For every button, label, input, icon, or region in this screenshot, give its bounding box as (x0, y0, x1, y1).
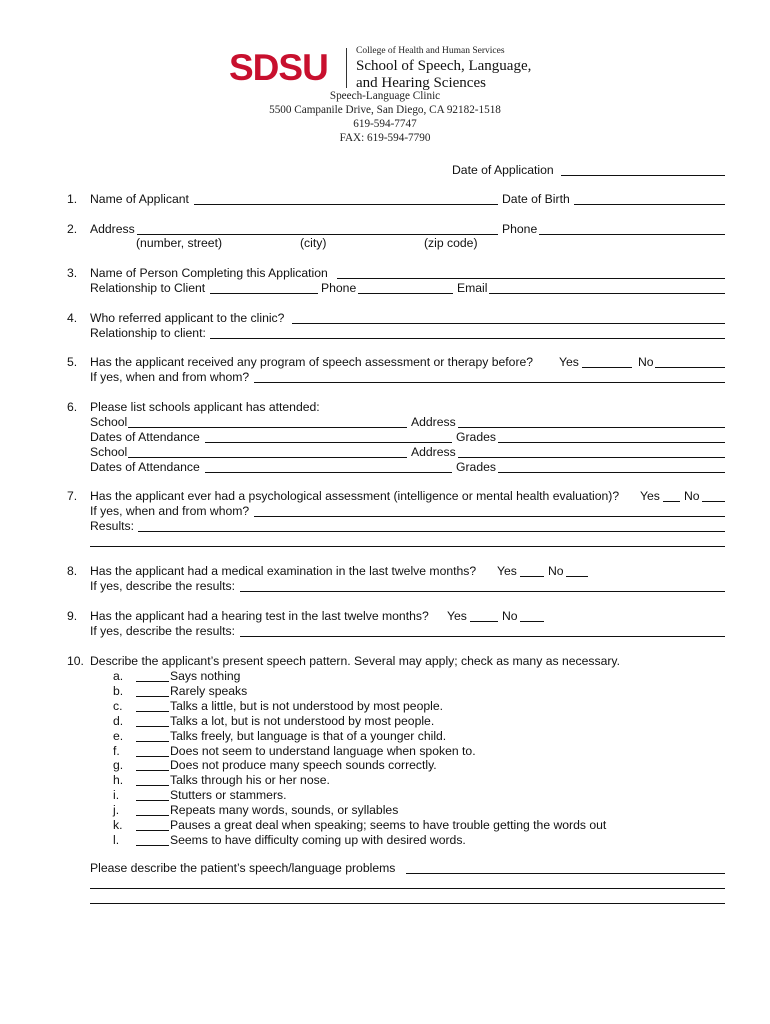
school-2-grades-label: Grades (456, 460, 496, 474)
address-field[interactable] (137, 234, 498, 235)
checklist-blank[interactable] (136, 800, 169, 801)
school-2-address-field[interactable] (458, 457, 725, 458)
checklist-letter: d. (113, 713, 124, 728)
q1-number: 1. (67, 192, 78, 206)
checklist-item-text: Says nothing (170, 669, 241, 683)
checklist-blank[interactable] (136, 830, 169, 831)
checklist-blank[interactable] (136, 770, 169, 771)
school-1-address-label: Address (411, 415, 456, 429)
applicant-name-field[interactable] (194, 204, 498, 205)
phone-field[interactable] (539, 234, 725, 235)
checklist-item-text: Rarely speaks (170, 683, 248, 698)
q2-number: 2. (67, 222, 78, 236)
prior-therapy-details-label: If yes, when and from whom? (90, 370, 250, 384)
q6-number: 6. (67, 400, 78, 414)
school-2-field[interactable] (128, 457, 407, 458)
completer-phone-label: Phone (321, 281, 357, 295)
checklist-item-text: Talks a little, but is not understood by most people. (170, 698, 444, 713)
describe-problems-label: Please describe the patient’s speech/language problems (90, 861, 396, 875)
checklist-letter: a. (113, 669, 124, 683)
school-1-address-field[interactable] (458, 427, 725, 428)
psych-results-field-2[interactable] (90, 546, 725, 547)
date-of-birth-field[interactable] (574, 204, 725, 205)
psych-assessment-no-field[interactable] (702, 501, 725, 502)
address-label: Address (90, 222, 135, 236)
checklist-letter: g. (113, 758, 124, 773)
q9-number: 9. (67, 609, 78, 623)
medical-exam-yes-label: Yes (497, 564, 517, 578)
person-completing-field[interactable] (337, 278, 725, 279)
school-1-grades-label: Grades (456, 430, 496, 444)
hearing-test-results-label: If yes, describe the results: (90, 624, 235, 638)
referred-by-field[interactable] (292, 323, 725, 324)
checklist-blank[interactable] (136, 696, 169, 697)
psych-assessment-details-label: If yes, when and from whom? (90, 504, 250, 518)
school-1-field[interactable] (128, 427, 407, 428)
checklist-item-text: Does not seem to understand language when spoken to. (170, 743, 476, 758)
completer-phone-field[interactable] (358, 293, 453, 294)
prior-therapy-yes-label: Yes (559, 355, 579, 369)
address-zip-hint: (zip code) (424, 236, 478, 250)
checklist-blank[interactable] (136, 711, 169, 712)
phone-label: Phone (502, 222, 538, 236)
checklist-blank[interactable] (136, 815, 169, 816)
psych-assessment-question: Has the applicant ever had a psychological assessment (intelligence or mental health evaluation)? (90, 489, 620, 503)
checklist-letter: k. (113, 818, 123, 832)
checklist-blank[interactable] (136, 845, 169, 846)
checklist-letter: j. (113, 803, 120, 818)
checklist-letter: l. (113, 832, 120, 847)
address-city-hint: (city) (300, 236, 327, 250)
checklist-letter: i. (113, 788, 120, 803)
email-field[interactable] (489, 293, 725, 294)
checklist-item-text: Talks a lot, but is not understood by most people. (170, 713, 435, 728)
q3-number: 3. (67, 266, 78, 280)
prior-therapy-details-field[interactable] (254, 382, 725, 383)
checklist-item-text: Stutters or stammers. (170, 788, 287, 803)
speech-pattern-question: Describe the applicant’s present speech pattern. Several may apply; check as many as necessary. (90, 654, 620, 668)
hearing-test-no-field[interactable] (520, 621, 544, 622)
schools-question: Please list schools applicant has attended: (90, 400, 320, 414)
q4-number: 4. (67, 311, 78, 325)
clinic-fax: FAX: 619-594-7790 (339, 132, 431, 144)
hearing-test-results-field[interactable] (240, 636, 725, 637)
prior-therapy-no-label: No (638, 355, 654, 369)
psych-results-label: Results: (90, 519, 135, 533)
referred-by-label: Who referred applicant to the clinic? (90, 311, 285, 325)
logo-wordmark: SDSU (229, 47, 328, 88)
clinic-address: 5500 Campanile Drive, San Diego, CA 92182-1518 (269, 104, 501, 116)
medical-exam-no-field[interactable] (566, 576, 588, 577)
school-1-dates-field[interactable] (205, 442, 452, 443)
school-1-grades-field[interactable] (498, 442, 725, 443)
checklist-blank[interactable] (136, 741, 169, 742)
q10-number: 10. (67, 654, 84, 668)
school-2-dates-label: Dates of Attendance (90, 460, 200, 474)
clinic-name: Speech-Language Clinic (329, 90, 441, 102)
prior-therapy-yes-field[interactable] (582, 367, 632, 368)
medical-exam-question: Has the applicant had a medical examination in the last twelve months? (90, 564, 477, 578)
checklist-blank[interactable] (136, 681, 169, 682)
psych-assessment-details-field[interactable] (254, 516, 725, 517)
checklist-item-text: Repeats many words, sounds, or syllables (170, 803, 399, 818)
hearing-test-no-label: No (502, 609, 518, 623)
school-1-dates-label: Dates of Attendance (90, 430, 200, 444)
clinic-phone: 619-594-7747 (353, 118, 417, 130)
checklist-blank[interactable] (136, 726, 169, 727)
school-2-dates-field[interactable] (205, 472, 452, 473)
relationship-to-client-field[interactable] (210, 293, 318, 294)
checklist-item-text: Pauses a great deal when speaking; seems to have trouble getting the words out (170, 818, 607, 832)
referrer-relationship-field[interactable] (210, 338, 725, 339)
prior-therapy-no-field[interactable] (655, 367, 725, 368)
school-2-address-label: Address (411, 445, 456, 459)
checklist-item-text: Talks through his or her nose. (170, 773, 330, 788)
hearing-test-yes-label: Yes (447, 609, 467, 623)
psych-results-field[interactable] (138, 531, 725, 532)
checklist-item-text: Seems to have difficulty coming up with desired words. (170, 832, 466, 847)
describe-problems-field[interactable] (406, 873, 725, 874)
q5-number: 5. (67, 355, 78, 369)
psych-assessment-no-label: No (684, 489, 700, 503)
describe-problems-field-3[interactable] (90, 903, 725, 904)
school-2-grades-field[interactable] (498, 472, 725, 473)
checklist-letter: h. (113, 773, 124, 788)
person-completing-label: Name of Person Completing this Application (90, 266, 328, 280)
checklist-blank[interactable] (136, 756, 169, 757)
checklist-item-text: Talks freely, but language is that of a younger child. (170, 728, 447, 743)
medical-exam-results-label: If yes, describe the results: (90, 579, 235, 593)
describe-problems-field-2[interactable] (90, 888, 725, 889)
applicant-name-label: Name of Applicant (90, 192, 189, 206)
logo-divider (346, 48, 347, 88)
checklist-letter: f. (113, 743, 120, 758)
checklist-letter: c. (113, 698, 123, 713)
date-of-application-label: Date of Application (452, 163, 554, 177)
hearing-test-question: Has the applicant had a hearing test in the last twelve months? (90, 609, 429, 623)
school-name-line1: School of Speech, Language, (356, 58, 532, 74)
sdsu-logo (229, 48, 549, 92)
q7-number: 7. (67, 489, 78, 503)
psych-assessment-yes-field[interactable] (663, 501, 680, 502)
email-label: Email (457, 281, 488, 295)
school-2-label: School (90, 445, 128, 459)
relationship-to-client-label: Relationship to Client (90, 281, 206, 295)
checklist-item-text: Does not produce many speech sounds correctly. (170, 758, 437, 773)
psych-assessment-yes-label: Yes (640, 489, 660, 503)
medical-exam-results-field[interactable] (240, 591, 725, 592)
medical-exam-no-label: No (548, 564, 564, 578)
school-name-line2: and Hearing Sciences (356, 75, 486, 91)
checklist-blank[interactable] (136, 785, 169, 786)
referrer-relationship-label: Relationship to client: (90, 326, 206, 340)
date-of-birth-label: Date of Birth (502, 192, 570, 206)
checklist-letter: e. (113, 728, 124, 743)
hearing-test-yes-field[interactable] (470, 621, 498, 622)
prior-therapy-question: Has the applicant received any program of speech assessment or therapy before? (90, 355, 534, 369)
address-street-hint: (number, street) (136, 236, 223, 250)
medical-exam-yes-field[interactable] (520, 576, 544, 577)
school-1-label: School (90, 415, 128, 429)
date-of-application-field[interactable] (561, 175, 725, 176)
q8-number: 8. (67, 564, 78, 578)
college-name: College of Health and Human Services (356, 46, 505, 56)
checklist-letter: b. (113, 683, 124, 698)
